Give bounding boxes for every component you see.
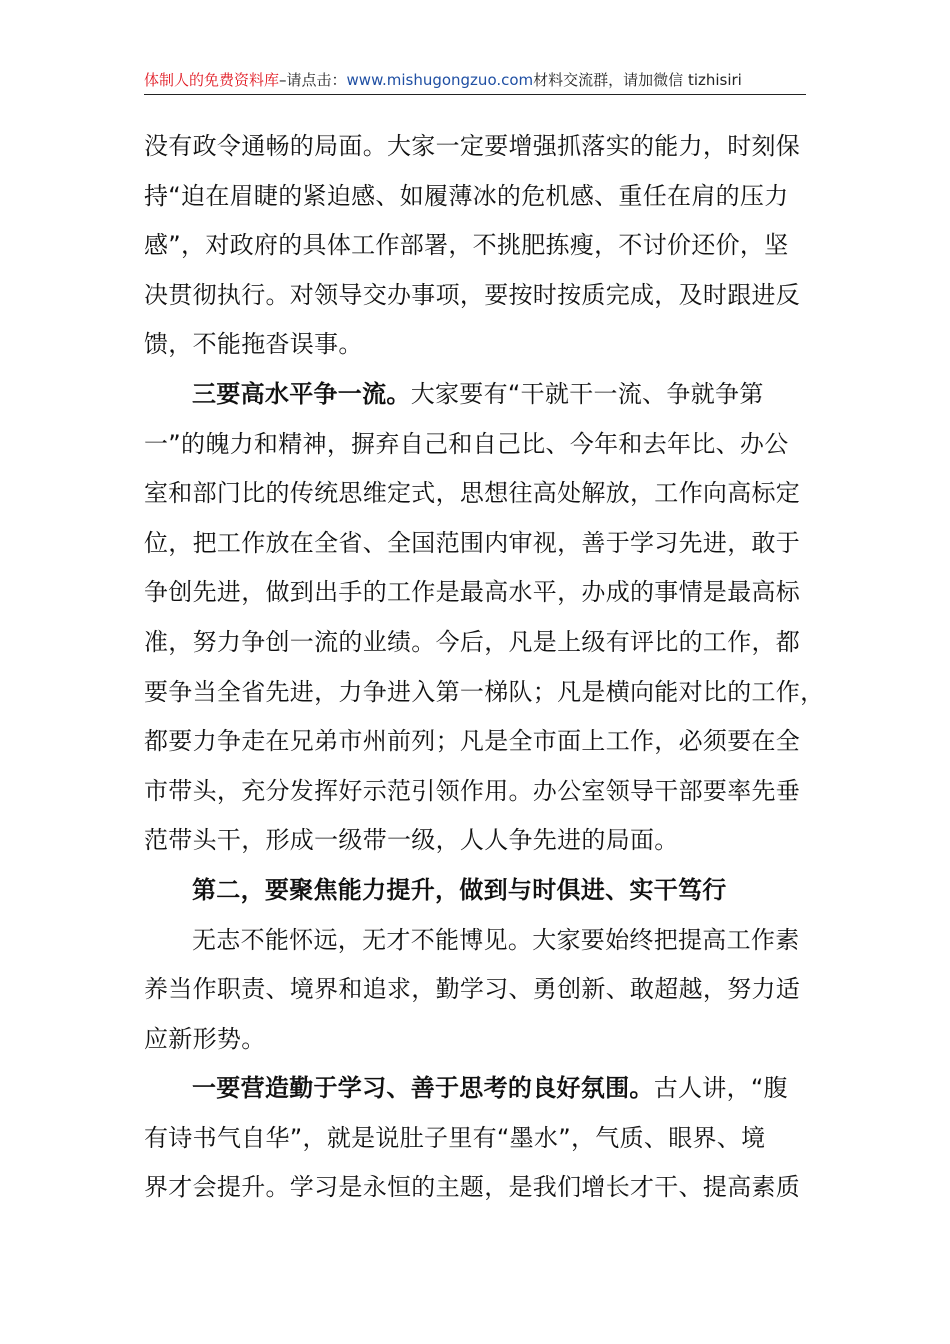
text-line: 有诗书气自华”，就是说肚子里有“墨水”，气质、眼界、境 <box>144 1123 766 1152</box>
text-line: 室和部门比的传统思维定式，思想往高处解放，工作向高标定 <box>144 479 801 508</box>
paragraph-point-one <box>144 1064 824 1213</box>
text-line <box>144 370 824 420</box>
text-line: 要争当全省先进，力争进入第一梯队；凡是横向能对比的工作， <box>144 677 825 706</box>
paragraph-lead-heading: 三要高水平争一流。 <box>192 379 411 408</box>
text-line-rest: 大家要有“干就干一流、争就争第 <box>410 379 764 408</box>
text-line: 没有政令通畅的局面。大家一定要增强抓落实的能力，时刻保 <box>144 132 801 160</box>
text-line: 养当作职责、境界和追求，勤学习、勇创新、敢超越，努力适 <box>144 975 801 1004</box>
text-line: 范带头干，形成一级带一级，人人争先进的局面。 <box>144 826 679 855</box>
text-line-rest: 古人讲，“腹 <box>653 1074 788 1103</box>
paragraph-continuation <box>144 122 824 370</box>
text-line: 位，把工作放在全省、全国范围内审视，善于学习先进，敢于 <box>144 528 801 557</box>
section-heading-second <box>144 866 824 916</box>
text-line: 应新形势。 <box>144 1024 266 1053</box>
text-line: 一”的魄力和精神，摒弃自己和自己比、今年和去年比、办公 <box>144 429 789 458</box>
text-line: 界才会提升。学习是永恒的主题，是我们增长才干、提高素质 <box>144 1173 801 1202</box>
text-line <box>144 1064 824 1114</box>
section-heading-text: 第二，要聚焦能力提升，做到与时俱进、实干笃行 <box>192 875 727 904</box>
text-line: 无志不能怀远，无才不能博见。大家要始终把提高工作素 <box>192 925 800 954</box>
paragraph-point-three <box>144 370 824 866</box>
page-header <box>144 66 806 95</box>
header-library-name: 体制人的免费资料库 <box>144 71 280 89</box>
text-line: 争创先进，做到出手的工作是最高水平，办成的事情是最高标 <box>144 578 801 607</box>
document-body <box>144 122 824 1213</box>
header-website-link[interactable]: www.mishugongzuo.com <box>346 71 534 89</box>
paragraph-lead-heading: 一要营造勤于学习、善于思考的良好氛围。 <box>192 1074 654 1103</box>
paragraph-intro <box>144 916 824 1065</box>
text-line: 持“迫在眉睫的紧迫感、如履薄冰的危机感、重任在肩的压力 <box>144 181 789 210</box>
text-line: 感”，对政府的具体工作部署，不挑肥拣瘦，不讨价还价，坚 <box>144 231 789 260</box>
text-line: 决贯彻执行。对领导交办事项，要按时按质完成，及时跟进反 <box>144 280 801 309</box>
text-line: 都要力争走在兄弟市州前列；凡是全市面上工作，必须要在全 <box>144 727 801 756</box>
text-line: 市带头，充分发挥好示范引领作用。办公室领导干部要率先垂 <box>144 776 801 805</box>
text-line: 准，努力争创一流的业绩。今后，凡是上级有评比的工作，都 <box>144 627 801 656</box>
header-group-note: 材料交流群，请加微信 tizhisiri <box>533 71 742 89</box>
text-line: 馈，不能拖沓误事。 <box>144 330 363 359</box>
header-click-prompt: –请点击： <box>279 71 347 89</box>
